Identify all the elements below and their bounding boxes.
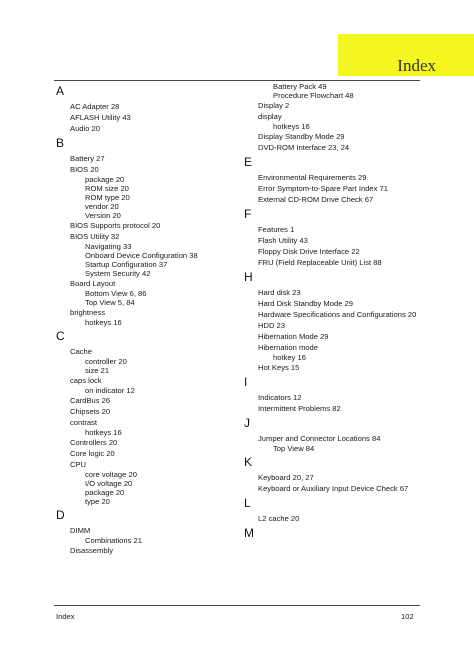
index-subentry: System Security 42 [85, 269, 151, 278]
index-subentry: Version 20 [85, 211, 121, 220]
footer-page-number: 102 [401, 612, 414, 621]
index-letter-heading: L [244, 496, 251, 510]
index-subentry: hotkeys 16 [85, 428, 122, 437]
index-subentry: hotkeys 16 [273, 122, 310, 131]
index-column-right [244, 82, 434, 543]
index-column-left [56, 82, 246, 556]
index-entry: Battery 27 [70, 154, 105, 163]
header-tab [338, 34, 474, 76]
index-entry: Environmental Requirements 29 [258, 173, 367, 182]
index-letter-heading: I [244, 375, 248, 389]
index-subentry: Navigating 33 [85, 242, 132, 251]
index-subentry: hotkey 16 [273, 353, 306, 362]
index-entry: DIMM [70, 526, 91, 535]
index-entry: Hard disk 23 [258, 288, 301, 297]
index-entry: HDD 23 [258, 321, 286, 330]
index-entry: caps lock [70, 376, 102, 385]
index-entry: Display Standby Mode 29 [258, 132, 345, 141]
index-entry: External CD-ROM Drive Check 67 [258, 195, 374, 204]
page-title: Index [397, 56, 436, 75]
index-entry: Board Layout [70, 279, 116, 288]
index-entry: DVD-ROM Interface 23, 24 [258, 143, 350, 152]
index-subentry: on indicator 12 [85, 386, 135, 395]
index-entry: CardBus 26 [70, 396, 111, 405]
index-entry: Cache [70, 347, 92, 356]
index-entry: Flash Utility 43 [258, 236, 308, 245]
index-letter-heading: M [244, 526, 254, 540]
index-subentry: Top View 84 [273, 444, 315, 453]
index-entry: Keyboard 20, 27 [258, 473, 314, 482]
index-subentry: Procedure Flowchart 48 [273, 91, 354, 100]
index-entry: Hibernation mode [258, 343, 318, 352]
index-entry: BIOS 20 [70, 165, 99, 174]
index-entry: Core logic 20 [70, 449, 115, 458]
index-entry: AFLASH Utility 43 [70, 113, 131, 122]
index-letter-heading: F [244, 207, 252, 221]
index-entry: Hot Keys 15 [258, 363, 300, 372]
index-entry: Audio 20 [70, 124, 100, 133]
index-entry: Controllers 20 [70, 438, 118, 447]
index-subentry: package 20 [85, 488, 125, 497]
index-entry: BIOS Supports protocol 20 [70, 221, 161, 230]
index-subentry: ROM type 20 [85, 193, 130, 202]
index-entry: Error Symptom-to-Spare Part Index 71 [258, 184, 388, 193]
index-entry: Disassembly [70, 546, 114, 555]
index-subentry: type 20 [85, 497, 110, 506]
index-entry: AC Adapter 28 [70, 102, 120, 111]
index-letter-heading: H [244, 270, 253, 284]
index-entry: Hibernation Mode 29 [258, 332, 329, 341]
index-letter-heading: K [244, 455, 253, 469]
index-entry: Keyboard or Auxiliary Input Device Check 67 [258, 484, 409, 493]
index-letter-heading: B [56, 136, 65, 150]
index-entry: Hard Disk Standby Mode 29 [258, 299, 353, 308]
index-entry: L2 cache 20 [258, 514, 300, 523]
index-entry: contrast [70, 418, 98, 427]
index-entry: Intermittent Problems 82 [258, 404, 341, 413]
bottom-rule [54, 605, 420, 606]
index-subentry: ROM size 20 [85, 184, 129, 193]
index-subentry: Combinations 21 [85, 536, 142, 545]
index-entry: FRU (Field Replaceable Unit) List 88 [258, 258, 382, 267]
index-entry: Features 1 [258, 225, 295, 234]
index-subentry: hotkeys 16 [85, 318, 122, 327]
index-entry: Display 2 [258, 101, 290, 110]
index-entry: Chipsets 20 [70, 407, 111, 416]
index-subentry: Startup Configuration 37 [85, 260, 168, 269]
top-rule [54, 80, 420, 81]
index-subentry: vendor 20 [85, 202, 119, 211]
index-entry: Floppy Disk Drive Interface 22 [258, 247, 360, 256]
index-entry: BIOS Utility 32 [70, 232, 120, 241]
index-letter-heading: J [244, 416, 250, 430]
index-entry: brightness [70, 308, 106, 317]
index-subentry: package 20 [85, 175, 125, 184]
index-letter-heading: A [56, 84, 65, 98]
index-letter-heading: E [244, 155, 253, 169]
index-entry: CPU [70, 460, 87, 469]
index-subentry: Bottom View 6, 86 [85, 289, 147, 298]
index-letter-heading: D [56, 508, 65, 522]
index-entry: Jumper and Connector Locations 84 [258, 434, 381, 443]
index-subentry: core voltage 20 [85, 470, 137, 479]
index-entry: Indicators 12 [258, 393, 302, 402]
index-subentry: Battery Pack 49 [273, 82, 327, 91]
index-subentry: size 21 [85, 366, 110, 375]
index-entry: display [258, 112, 282, 121]
index-subentry: controller 20 [85, 357, 127, 366]
footer-section: Index [56, 612, 75, 621]
index-subentry: I/O voltage 20 [85, 479, 133, 488]
index-subentry: Onboard Device Configuration 38 [85, 251, 198, 260]
index-letter-heading: C [56, 329, 65, 343]
index-entry: Hardware Specifications and Configurations 20 [258, 310, 417, 319]
index-subentry: Top View 5, 84 [85, 298, 135, 307]
